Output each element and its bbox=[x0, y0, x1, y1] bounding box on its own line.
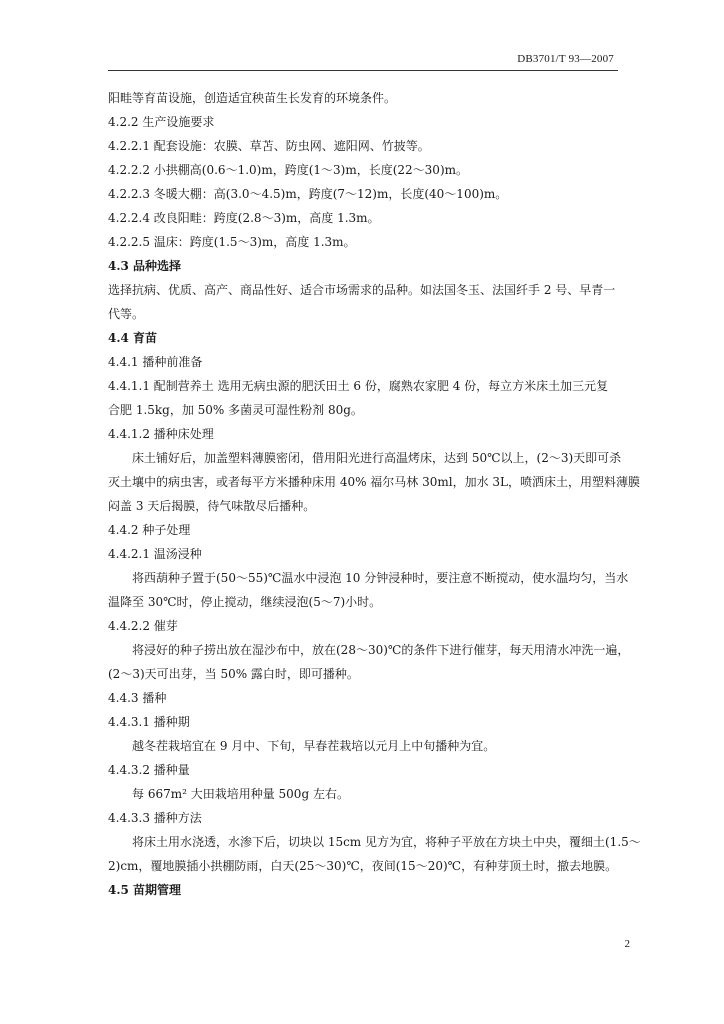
section-heading: 4.4.2 种子处理 bbox=[108, 523, 191, 537]
section-heading: 4.4.1 播种前准备 bbox=[108, 355, 203, 369]
section-heading: 4.4.1.2 播种床处理 bbox=[108, 427, 214, 441]
paragraph-line: 灭土壤中的病虫害，或者每平方米播种床用 40% 福尔马林 30ml，加水 3L，喷洒床土，用塑料薄膜 bbox=[108, 475, 641, 489]
paragraph-line: 4.4.1.1 配制营养土 选用无病虫源的肥沃田土 6 份，腐熟农家肥 4 份，每立方米床土加三元复 bbox=[108, 379, 609, 393]
paragraph-line: 温降至 30℃时，停止搅动，继续浸泡(5～7)小时。 bbox=[108, 595, 382, 609]
section-heading: 4.3 品种选择 bbox=[108, 259, 182, 273]
paragraph-line: 阳畦等育苗设施，创造适宜秧苗生长发育的环境条件。 bbox=[108, 91, 397, 105]
paragraph-line: 2)cm，覆地膜插小拱棚防雨，白天(25～30)℃，夜间(15～20)℃，有种芽顶土时，撤去地膜。 bbox=[108, 859, 618, 873]
document-body bbox=[108, 90, 641, 906]
paragraph-line: 床土铺好后，加盖塑料薄膜密闭，借用阳光进行高温烤床，达到 50℃以上，(2～3)天即可杀 bbox=[132, 451, 622, 465]
paragraph-line: 每 667m² 大田栽培用种量 500g 左右。 bbox=[132, 787, 349, 801]
paragraph-line: 闷盖 3 天后揭膜，待气味散尽后播种。 bbox=[108, 499, 316, 513]
section-heading: 4.4.2.1 温汤浸种 bbox=[108, 547, 202, 561]
section-heading: 4.4.3.3 播种方法 bbox=[108, 811, 202, 825]
paragraph-line: 合肥 1.5kg，加 50% 多菌灵可湿性粉剂 80g。 bbox=[108, 403, 363, 417]
document-code: DB3701/T 93—2007 bbox=[517, 53, 614, 65]
paragraph-line: 代等。 bbox=[108, 307, 145, 321]
paragraph-line: 将床土用水浇透，水渗下后，切块以 15cm 见方为宜，将种子平放在方块土中央，覆细土(1.5～ bbox=[132, 835, 641, 849]
paragraph-line: 越冬茬栽培宜在 9 月中、下旬，早春茬栽培以元月上中旬播种为宜。 bbox=[132, 739, 496, 753]
header-divider bbox=[108, 70, 618, 71]
paragraph-line: 将西葫种子置于(50～55)℃温水中浸泡 10 分钟浸种时，要注意不断搅动，使水温均匀，当水 bbox=[132, 571, 629, 585]
section-heading: 4.2.2 生产设施要求 bbox=[108, 115, 215, 129]
paragraph-line: 4.2.2.2 小拱棚高(0.6～1.0)m，跨度(1～3)m，长度(22～30)m。 bbox=[108, 163, 469, 177]
page-number: 2 bbox=[624, 938, 630, 950]
paragraph-line: 4.2.2.3 冬暖大棚：高(3.0～4.5)m，跨度(7～12)m，长度(40～100)m。 bbox=[108, 187, 508, 201]
section-heading: 4.4.3 播种 bbox=[108, 691, 167, 705]
paragraph-line: (2～3)天可出芽，当 50% 露白时，即可播种。 bbox=[108, 667, 359, 681]
section-heading: 4.4.3.2 播种量 bbox=[108, 763, 190, 777]
section-heading: 4.4 育苗 bbox=[108, 331, 158, 345]
section-heading: 4.4.3.1 播种期 bbox=[108, 715, 190, 729]
paragraph-line: 选择抗病、优质、高产、商品性好、适合市场需求的品种。如法国冬玉、法国纤手 2 号、早青一 bbox=[108, 283, 616, 297]
paragraph-line: 4.2.2.1 配套设施：农膜、草苫、防虫网、遮阳网、竹披等。 bbox=[108, 139, 430, 153]
paragraph-line: 4.2.2.4 改良阳畦：跨度(2.8～3)m，高度 1.3m。 bbox=[108, 211, 380, 225]
section-heading: 4.4.2.2 催芽 bbox=[108, 619, 178, 633]
section-heading: 4.5 苗期管理 bbox=[108, 883, 182, 897]
paragraph-line: 4.2.2.5 温床：跨度(1.5～3)m，高度 1.3m。 bbox=[108, 235, 356, 249]
paragraph-line: 将浸好的种子捞出放在湿沙布中，放在(28～30)℃的条件下进行催芽，每天用清水冲洗一遍， bbox=[132, 643, 630, 657]
